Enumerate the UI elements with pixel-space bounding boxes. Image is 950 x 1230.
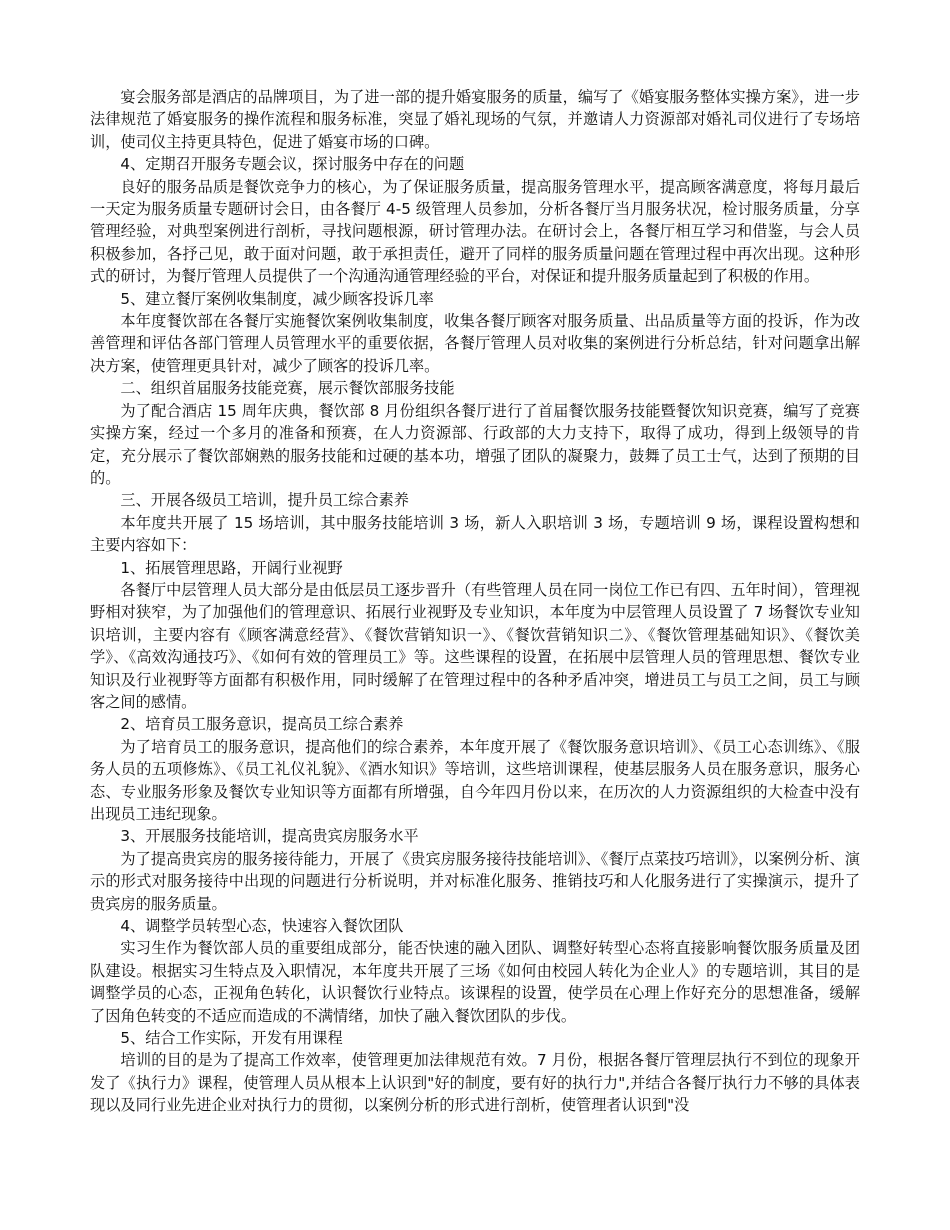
paragraph-skills-competition: 为了配合酒店 15 周年庆典，餐饮部 8 月份组织各餐厅进行了首届餐饮服务技能暨餐饮知识竞赛，编写了竞赛实操方案，经过一个多月的准备和预赛，在人力资源部、行政部的大力支持下，取得了成功，得到上级领导的肯定，充分展示了餐饮部娴熟的服务技能和过硬的基本功，增强了团队的凝聚力，鼓舞了员工士气，达到了预期的目的。 (90, 401, 860, 487)
heading-case-collection: 5、建立餐厅案例收集制度，减少顾客投诉几率 (120, 289, 434, 308)
paragraph-banquet: 宴会服务部是酒店的品牌项目，为了进一部的提升婚宴服务的质量，编写了《婚宴服务整体实操方案》，进一步法律规范了婚宴服务的操作流程和服务标准，突显了婚礼现场的气氛，并邀请人力资源部对婚礼司仪进行了专场培训，使司仪主持更具特色，促进了婚宴市场的口碑。 (90, 88, 860, 151)
heading-staff-training: 三、开展各级员工培训，提升员工综合素养 (120, 491, 409, 510)
heading-skills-competition: 二、组织首届服务技能竞赛，展示餐饮部服务技能 (120, 379, 455, 398)
document-body (90, 86, 860, 1117)
heading-service-awareness: 2、培育员工服务意识，提高员工综合素养 (120, 715, 404, 734)
paragraph-trainee-mindset: 实习生作为餐饮部人员的重要组成部分，能否快速的融入团队、调整好转型心态将直接影响餐饮服务质量及团队建设。根据实习生特点及入职情况，本年度共开展了三场《如何由校园人转化为企业人》的专题培训，其目的是调整学员的心态，正视角色转化，认识餐饮行业特点。该课程的设置，使学员在心理上作好充分的思想准备，缓解了因角色转变的不适应而造成的不满情绪，加快了融入餐饮团队的步伐。 (90, 939, 860, 1025)
heading-management-vision: 1、拓展管理思路，开阔行业视野 (120, 558, 343, 577)
paragraph-service-meeting: 良好的服务品质是餐饮竞争力的核心，为了保证服务质量，提高服务管理水平，提高顾客满意度，将每月最后一天定为服务质量专题研讨会日，由各餐厅 4-5 级管理人员参加，分析各餐厅当月服务状况，检讨服务质量，分享管理经验，对典型案例进行剖析，寻找问题根源，研讨管理办法。在研讨会上，各餐厅相互学习和借鉴，与会人员积极参加，各抒己见，敢于面对问题，敢于承担责任，避开了同样的服务质量问题在管理过程中再次出现。这种形式的研讨，为餐厅管理人员提供了一个沟通沟通管理经验的平台，对保证和提升服务质量起到了积极的作用。 (90, 177, 860, 286)
heading-service-meeting: 4、定期召开服务专题会议，探讨服务中存在的问题 (120, 155, 465, 174)
heading-trainee-mindset: 4、调整学员转型心态，快速容入餐饮团队 (120, 917, 404, 936)
paragraph-staff-training: 本年度共开展了 15 场培训，其中服务技能培训 3 场，新人入职培训 3 场，专题培训 9 场，课程设置构想和主要内容如下： (90, 513, 860, 555)
paragraph-management-vision: 各餐厅中层管理人员大部分是由低层员工逐步晋升（有些管理人员在同一岗位工作已有四、五年时间），管理视野相对狭窄，为了加强他们的管理意识、拓展行业视野及专业知识，本年度为中层管理人员设置了 7 场餐饮专业知识培训，主要内容有《顾客满意经营》、《餐饮营销知识一》、《餐饮营销知识二》、《餐饮管理基础知识》、《餐饮美学》、《高效沟通技巧》、《如何有效的管理员工》等。这些课程的设置，在拓展中层管理人员的管理思想、餐饮专业知识及行业视野等方面都有积极作用，同时缓解了在管理过程中的各种矛盾冲突，增进员工与员工之间，员工与顾客之间的感情。 (90, 580, 860, 711)
paragraph-case-collection: 本年度餐饮部在各餐厅实施餐饮案例收集制度，收集各餐厅顾客对服务质量、出品质量等方面的投诉，作为改善管理和评估各部门管理人员管理水平的重要依据，各餐厅管理人员对收集的案例进行分析总结，针对问题拿出解决方案，使管理更具针对，减少了顾客的投诉几率。 (90, 312, 860, 375)
paragraph-course-development: 培训的目的是为了提高工作效率，使管理更加法律规范有效。7 月份，根据各餐厅管理层执行不到位的现象开发了《执行力》课程，使管理人员从根本上认识到"好的制度，要有好的执行力",并结合各餐厅执行力不够的具体表现以及同行业先进企业对执行力的贯彻，以案例分析的形式进行剖析，使管理者认识到"没 (90, 1051, 860, 1115)
heading-course-development: 5、结合工作实际，开发有用课程 (120, 1029, 343, 1048)
paragraph-service-awareness: 为了培育员工的服务意识，提高他们的综合素养，本年度开展了《餐饮服务意识培训》、《员工心态训练》、《服务人员的五项修炼》、《员工礼仪礼貌》、《酒水知识》等培训，这些培训课程，使基层服务人员在服务意识，服务心态、专业服务形象及餐饮专业知识等方面都有所增强，自今年四月份以来，在历次的人力资源组织的大检查中没有出现员工违纪现象。 (90, 737, 860, 823)
paragraph-vip-service: 为了提高贵宾房的服务接待能力，开展了《贵宾房服务接待技能培训》、《餐厅点菜技巧培训》，以案例分析、演示的形式对服务接待中出现的问题进行分析说明，并对标准化服务、推销技巧和人化服务进行了实操演示，提升了贵宾房的服务质量。 (90, 849, 860, 913)
heading-vip-service: 3、开展服务技能培训，提高贵宾房服务水平 (120, 827, 419, 846)
